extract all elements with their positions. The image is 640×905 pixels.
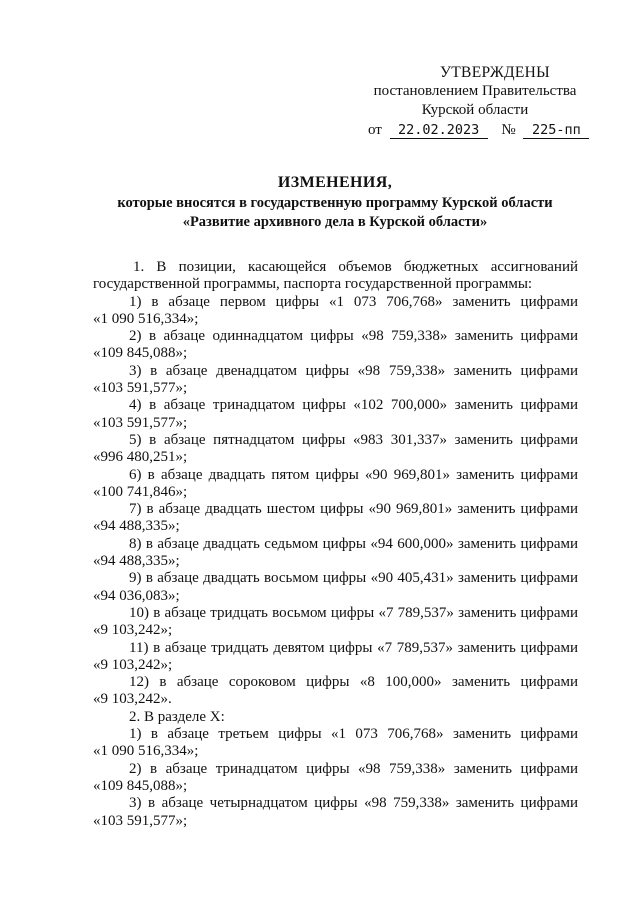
list-item	[93, 328, 578, 363]
list-item-value: «9 103,242».	[93, 691, 172, 708]
list-item	[93, 294, 578, 329]
list-item	[93, 536, 578, 571]
list-item-text: 12) в абзаце сороковом цифры «8 100,000» заменить цифрами	[129, 674, 578, 691]
heading-subtitle-2: «Развитие архивного дела в Курской области»	[182, 214, 488, 230]
list-item-text: 10) в абзаце тридцать восьмом цифры «7 789,537» заменить цифрами	[129, 604, 578, 621]
list-item-value: «94 488,335»;	[93, 553, 180, 570]
list-item-text: 2) в абзаце одиннадцатом цифры «98 759,338» заменить цифрами	[129, 328, 578, 345]
list-item-text: 1) в абзаце первом цифры «1 073 706,768» заменить цифрами	[129, 293, 578, 310]
list-item	[93, 674, 578, 709]
list-item-text: 3) в абзаце двенадцатом цифры «98 759,338» заменить цифрами	[129, 362, 578, 379]
approval-title: УТВЕРЖДЕНЫ	[440, 64, 550, 81]
list-item-value: «94 036,083»;	[93, 587, 180, 604]
list-item-value: «100 741,846»;	[93, 483, 188, 500]
list-item	[93, 570, 578, 605]
number-sign: №	[501, 122, 516, 138]
list-item-text: 11) в абзаце тридцать девятом цифры «7 789,537» заменить цифрами	[129, 639, 578, 656]
list-item-value: «109 845,088»;	[93, 345, 188, 362]
approval-stamp	[330, 63, 620, 140]
approval-date-line	[330, 121, 620, 140]
list-item-value: «103 591,577»;	[93, 812, 188, 829]
list-item-value: «1 090 516,334»;	[93, 310, 199, 327]
list-item-value: «103 591,577»;	[93, 380, 188, 397]
document-body	[93, 259, 578, 830]
heading-subtitle-1: которые вносятся в государственную программу Курской области	[117, 195, 553, 211]
list-item-text: 6) в абзаце двадцать пятом цифры «90 969,801» заменить цифрами	[129, 466, 578, 483]
list-item-text: 9) в абзаце двадцать восьмом цифры «90 405,431» заменить цифрами	[129, 570, 578, 587]
section2-heading: 2. В разделе Х:	[129, 708, 225, 725]
approval-line-government: постановлением Правительства	[373, 83, 577, 99]
approval-number: 225-пп	[523, 123, 589, 139]
list-item-text: 7) в абзаце двадцать шестом цифры «90 969,801» заменить цифрами	[129, 501, 578, 518]
heading-title: ИЗМЕНЕНИЯ,	[277, 174, 393, 191]
list-item-text: 5) в абзаце пятнадцатом цифры «983 301,337» заменить цифрами	[129, 431, 578, 448]
list-item-text: 2) в абзаце тринадцатом цифры «98 759,338» заменить цифрами	[129, 760, 578, 777]
list-item-value: «103 591,577»;	[93, 414, 188, 431]
list-item	[93, 761, 578, 796]
list-item-text: 3) в абзаце четырнадцатом цифры «98 759,338» заменить цифрами	[129, 795, 578, 812]
list-item-value: «9 103,242»;	[93, 656, 173, 673]
list-item-value: «1 090 516,334»;	[93, 743, 199, 760]
list-item	[93, 726, 578, 761]
list-item	[93, 640, 578, 675]
list-item-value: «109 845,088»;	[93, 777, 188, 794]
section1-intro: 1. В позиции, касающейся объемов бюджетных ассигнований государственной программы, паспорта государственной программы:	[93, 259, 578, 293]
list-item	[93, 467, 578, 502]
list-item-value: «94 488,335»;	[93, 518, 180, 535]
list-item-text: 1) в абзаце третьем цифры «1 073 706,768» заменить цифрами	[129, 726, 578, 743]
list-item	[93, 501, 578, 536]
list-item	[93, 397, 578, 432]
list-item	[93, 605, 578, 640]
document-heading	[60, 172, 610, 232]
from-label: от	[368, 122, 382, 138]
list-item-value: «996 480,251»;	[93, 449, 188, 466]
list-item	[93, 432, 578, 467]
list-item-value: «9 103,242»;	[93, 622, 173, 639]
list-item-text: 4) в абзаце тринадцатом цифры «102 700,000» заменить цифрами	[129, 397, 578, 414]
approval-line-region: Курской области	[421, 102, 529, 118]
list-item	[93, 795, 578, 830]
list-item-text: 8) в абзаце двадцать седьмом цифры «94 600,000» заменить цифрами	[129, 535, 578, 552]
list-item	[93, 363, 578, 398]
approval-date: 22.02.2023	[390, 123, 488, 139]
